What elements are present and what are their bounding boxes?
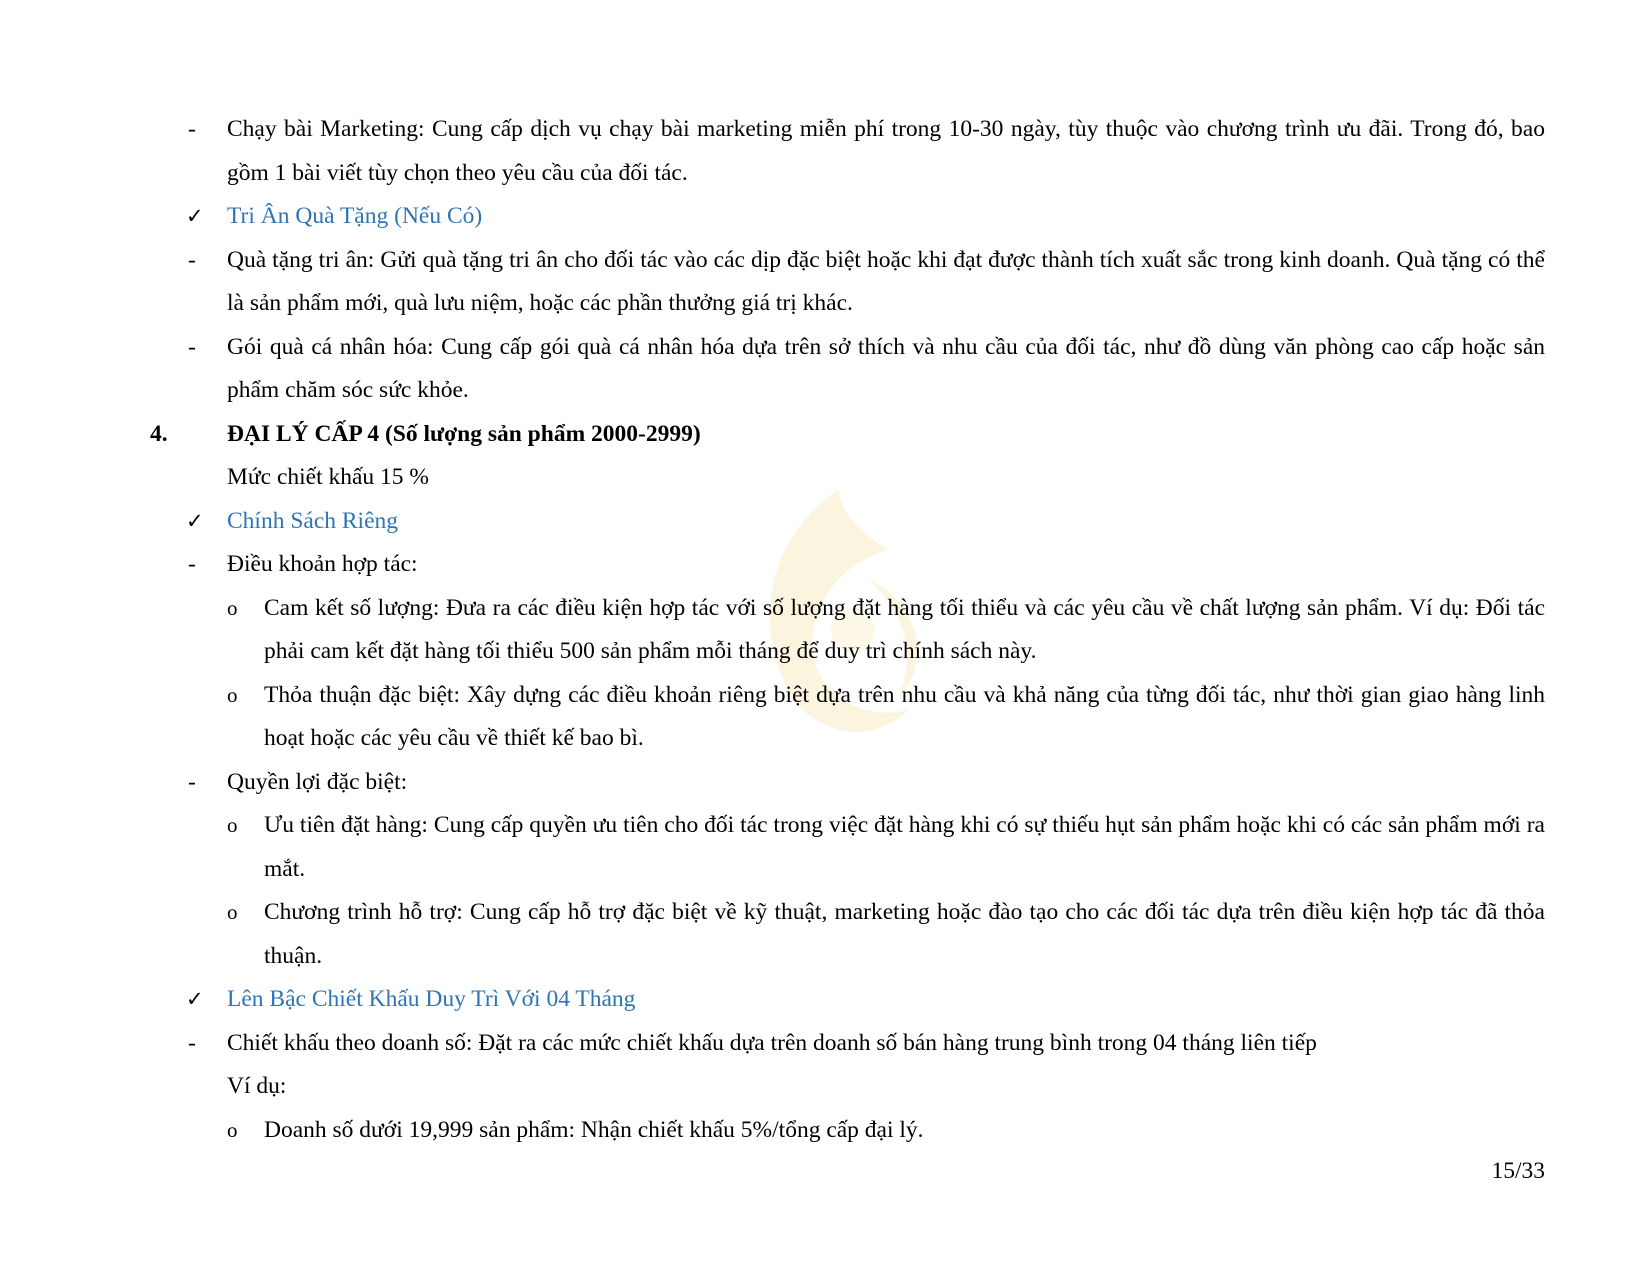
block-text: Điều khoản hợp tác: <box>227 551 418 577</box>
sub-list-item <box>0 587 1650 674</box>
dash-bullet: - <box>188 333 196 360</box>
block-text: Mức chiết khấu 15 % <box>227 464 429 490</box>
block-text: Gói quà cá nhân hóa: Cung cấp gói quà cá nhân hóa dựa trên sở thích và nhu cầu của đối tác, như đồ dùng văn phòng cao cấp hoặc sản phẩm chăm sóc sức khỏe. <box>227 333 1545 403</box>
block-text: Chiết khấu theo doanh số: Đặt ra các mức chiết khấu dựa trên doanh số bán hàng trung bình trong 04 tháng liên tiếp <box>227 1029 1317 1056</box>
body-paragraph <box>0 1065 1650 1109</box>
dash-list-item <box>0 239 1650 326</box>
section-heading <box>0 500 1650 544</box>
block-text: Quà tặng tri ân: Gửi quà tặng tri ân cho đối tác vào các dịp đặc biệt hoặc khi đạt được thành tích xuất sắc trong kinh doanh. Quà tặng có thể là sản phẩm mới, quà lưu niệm, hoặc các phần thưởng giá trị khác. <box>227 246 1545 316</box>
checkmark-icon: ✓ <box>186 204 204 228</box>
circle-bullet: o <box>227 813 238 837</box>
sub-list-item <box>0 804 1650 891</box>
document-page <box>0 108 1650 1152</box>
sub-list-item <box>0 1109 1650 1153</box>
block-text: Doanh số dưới 19,999 sản phẩm: Nhận chiết khấu 5%/tổng cấp đại lý. <box>264 1116 924 1143</box>
block-text: Tri Ân Quà Tặng (Nếu Có) <box>227 203 483 229</box>
circle-bullet: o <box>227 900 238 924</box>
dash-list-item <box>0 543 1650 587</box>
block-text: Cam kết số lượng: Đưa ra các điều kiện hợp tác với số lượng đặt hàng tối thiểu và các yêu cầu về chất lượng sản phẩm. Ví dụ: Đối tác phải cam kết đặt hàng tối thiểu 500 sản phẩm mỗi tháng để duy trì chính sách này. <box>264 594 1545 664</box>
circle-bullet: o <box>227 595 238 620</box>
dash-bullet: - <box>188 551 196 577</box>
block-text: Lên Bậc Chiết Khấu Duy Trì Với 04 Tháng <box>227 986 636 1012</box>
dash-list-item <box>0 1022 1650 1066</box>
dash-bullet: - <box>188 116 196 142</box>
dash-list-item <box>0 108 1650 195</box>
dash-bullet: - <box>188 1029 196 1056</box>
list-number: 4. <box>150 420 168 447</box>
circle-bullet: o <box>227 682 238 707</box>
sub-list-item <box>0 674 1650 761</box>
dash-bullet: - <box>188 246 196 273</box>
block-text: Ưu tiên đặt hàng: Cung cấp quyền ưu tiên cho đối tác trong việc đặt hàng khi có sự thiếu hụt sản phẩm hoặc khi có các sản phẩm mới ra mắt. <box>264 812 1545 882</box>
checkmark-icon: ✓ <box>186 987 204 1011</box>
block-text: Thỏa thuận đặc biệt: Xây dựng các điều khoản riêng biệt dựa trên nhu cầu và khả năng của từng đối tác, như thời gian giao hàng linh hoạt hoặc các yêu cầu về thiết kế bao bì. <box>264 681 1545 751</box>
block-text: Chính Sách Riêng <box>227 507 399 534</box>
section-heading <box>0 978 1650 1022</box>
dash-bullet: - <box>188 768 196 795</box>
sub-list-item <box>0 891 1650 978</box>
block-text: Chạy bài Marketing: Cung cấp dịch vụ chạy bài marketing miễn phí trong 10-30 ngày, tùy thuộc vào chương trình ưu đãi. Trong đó, bao gồm 1 bài viết tùy chọn theo yêu cầu của đối tác. <box>227 116 1545 186</box>
numbered-heading <box>0 413 1650 457</box>
body-paragraph <box>0 456 1650 500</box>
section-heading <box>0 195 1650 239</box>
dash-list-item <box>0 326 1650 413</box>
checkmark-icon: ✓ <box>186 508 204 533</box>
circle-bullet: o <box>227 1117 238 1142</box>
block-text: Quyền lợi đặc biệt: <box>227 768 408 795</box>
dash-list-item <box>0 761 1650 805</box>
page-number: 15/33 <box>1491 1158 1545 1184</box>
block-text: Ví dụ: <box>227 1073 287 1099</box>
block-text: Chương trình hỗ trợ: Cung cấp hỗ trợ đặc biệt về kỹ thuật, marketing hoặc đào tạo cho các đối tác dựa trên điều kiện hợp tác đã thỏa thuận. <box>264 899 1545 969</box>
block-text: ĐẠI LÝ CẤP 4 (Số lượng sản phẩm 2000-2999) <box>227 420 701 447</box>
